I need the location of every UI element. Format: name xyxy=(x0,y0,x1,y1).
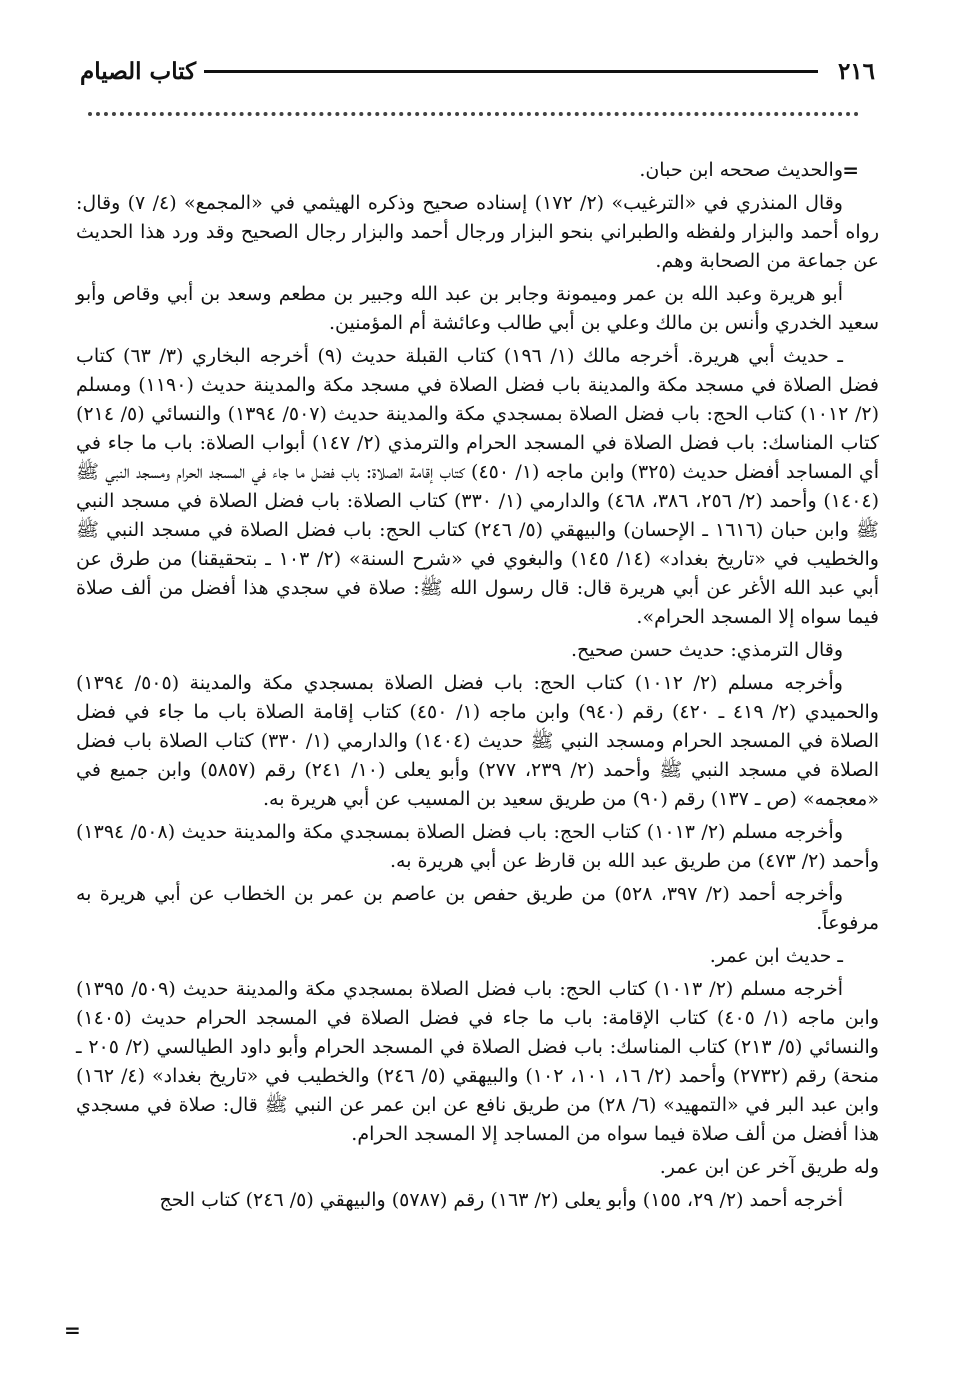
header-rule xyxy=(204,70,818,73)
paragraph: وأخرجه مسلم (٢/ ١٠١٣) كتاب الحج: باب فضل الصلاة بمسجدي مكة والمدينة حديث (٥٠٨/ ١٣٩٤) وأحمد (٢/ ٤٧٣) من طريق عبد الله بن قارظ عن أبي هريرة به. xyxy=(76,821,879,872)
paragraph: وقال الترمذي: حديث حسن صحيح. xyxy=(571,639,843,661)
chapter-title: كتاب الصيام xyxy=(80,57,197,85)
paragraph: أخرجه مسلم (٢/ ١٠١٣) كتاب الحج: باب فضل الصلاة بمسجدي مكة والمدينة حديث (٥٠٩/ ١٣٩٥) وابن ماجه (١/ ٤٠٥) كتاب الإقامة: باب ما جاء في فضل الصلاة في المسجد الحرام حديث (١٤٠٥) والنسائي (٥/ ٢١٣) كتاب المناسك: باب فضل الصلاة في المسجد الحرام وأبو داود الطيالسي (٢/ ٢٠٥ ـ منحة) رقم (٢٧٣٢) وأحمد (٢/ ١٦، ١٠١، ١٠٢) والبيهقي (٥/ ٢٤٦) والخطيب في «تاريخ بغداد» (٤/ ١٦٢) وابن عبد البر في «التمهيد» (٦/ ٢٨) من طريق نافع عن ابن عمر عن النبي ﷺ قال: صلاة في مسجدي هذا أفضل من ألف صلاة فيما سواه من المساجد إلا المسجد الحرام. xyxy=(76,978,880,1145)
paragraph: وقال المنذري في «الترغيب» (٢/ ١٧٢) إسناده صحيح وذكره الهيثمي في «المجمع» (٤/ ٧) وقال: رواه أحمد والبزار ولفظه والطبراني بنحو البزار ورجال أحمد والبزار رجال الصحيح وقد ورد هذا الحديث عن جماعة من الصحابة وهم. xyxy=(76,192,879,272)
footnote-text xyxy=(76,156,879,1219)
continuation-mark-bottom: = xyxy=(64,1318,81,1342)
paragraph: أخرجه أحمد (٢/ ٢٩، ١٥٥) وأبو يعلى (٢/ ١٦٣) رقم (٥٧٨٧) والبيهقي (٥/ ٢٤٦) كتاب الحج xyxy=(159,1189,843,1211)
paragraph: والحديث صححه ابن حبان. xyxy=(639,159,843,181)
continuation-mark-top: = xyxy=(842,158,859,182)
page-number: ٢١٦ xyxy=(837,57,875,85)
paragraph: وأخرجه مسلم (٢/ ١٠١٢) كتاب الحج: باب فضل الصلاة بمسجدي مكة والمدينة (٥٠٥/ ١٣٩٤) والحميدي (٢/ ٤١٩ ـ ٤٢٠) رقم (٩٤٠) وابن ماجه (١/ ٤٥٠) كتاب إقامة الصلاة باب ما جاء في فضل الصلاة في المسجد الحرام ومسجد النبي ﷺ حديث (١٤٠٤) والدارمي (١/ ٣٣٠) كتاب الصلاة باب فضل الصلاة في مسجد النبي ﷺ وأحمد (٢/ ٢٣٩، ٢٧٧) وأبو يعلى (١٠/ ٢٤١) رقم (٥٨٥٧) وابن جميع في «معجمه» (ص ـ ١٣٧) رقم (٩٠) من طريق سعيد بن المسيب عن أبي هريرة به. xyxy=(76,672,880,810)
footnote-separator xyxy=(88,112,859,128)
paragraph: ـ حديث ابن عمر. xyxy=(709,945,843,967)
paragraph: أبو هريرة وعبد الله بن عمر وميمونة وجابر بن عبد الله وجبير بن مطعم وسعد بن أبي وقاص وأبو سعيد الخدري وأنس بن مالك وعلي بن أبي طالب وعائشة أم المؤمنين. xyxy=(76,283,879,334)
paragraph: وله طريق آخر عن ابن عمر. xyxy=(659,1156,879,1178)
page-header xyxy=(80,54,875,88)
paragraph: ـ حديث أبي هريرة. أخرجه مالك (١/ ١٩٦) كتاب القبلة حديث (٩) أخرجه البخاري (٣/ ٦٣) كتاب فضل الصلاة في مسجد مكة والمدينة باب فضل الصلاة في مسجد مكة والمدينة حديث (١١٩٠) ومسلم (٢/ ١٠١٢) كتاب الحج: باب فضل الصلاة بمسجدي مكة والمدينة حديث (٥٠٧/ ١٣٩٤) والنسائي (٥/ ٢١٤) كتاب المناسك: باب فضل الصلاة في المسجد الحرام والترمذي (٢/ ١٤٧) أبواب الصلاة: باب ما جاء في أي المساجد أفضل حديث (٣٢٥) وابن ماجه (١/ ٤٥٠) كتاب إقامة الصلاة: باب فضل ما جاء في المسجد الحرام ومسجد النبي ﷺ (١٤٠٤) وأحمد (٢/ ٢٥٦، ٣٨٦، ٤٦٨) والدارمي (١/ ٣٣٠) كتاب الصلاة: باب فضل الصلاة في مسجد النبي ﷺ وابن حبان (١٦١٦ ـ الإحسان) والبيهقي (٥/ ٢٤٦) كتاب الحج: باب فضل الصلاة في مسجد النبي ﷺ والخطيب في «تاريخ بغداد» (١٤/ ١٤٥) والبغوي في «شرح السنة» (٢/ ١٠٣ ـ بتحقيقنا) من طرق عن أبي عبد الله الأغر عن أبي هريرة قال: قال رسول الله ﷺ: صلاة في سجدي هذا أفضل من ألف صلاة فيما سواه إلا المسجد الحرام». xyxy=(76,345,880,628)
paragraph: وأخرجه أحمد (٢/ ٣٩٧، ٥٢٨) من طريق حفص بن عاصم بن عمر بن الخطاب عن أبي هريرة به مرفوعاً. xyxy=(76,883,879,934)
